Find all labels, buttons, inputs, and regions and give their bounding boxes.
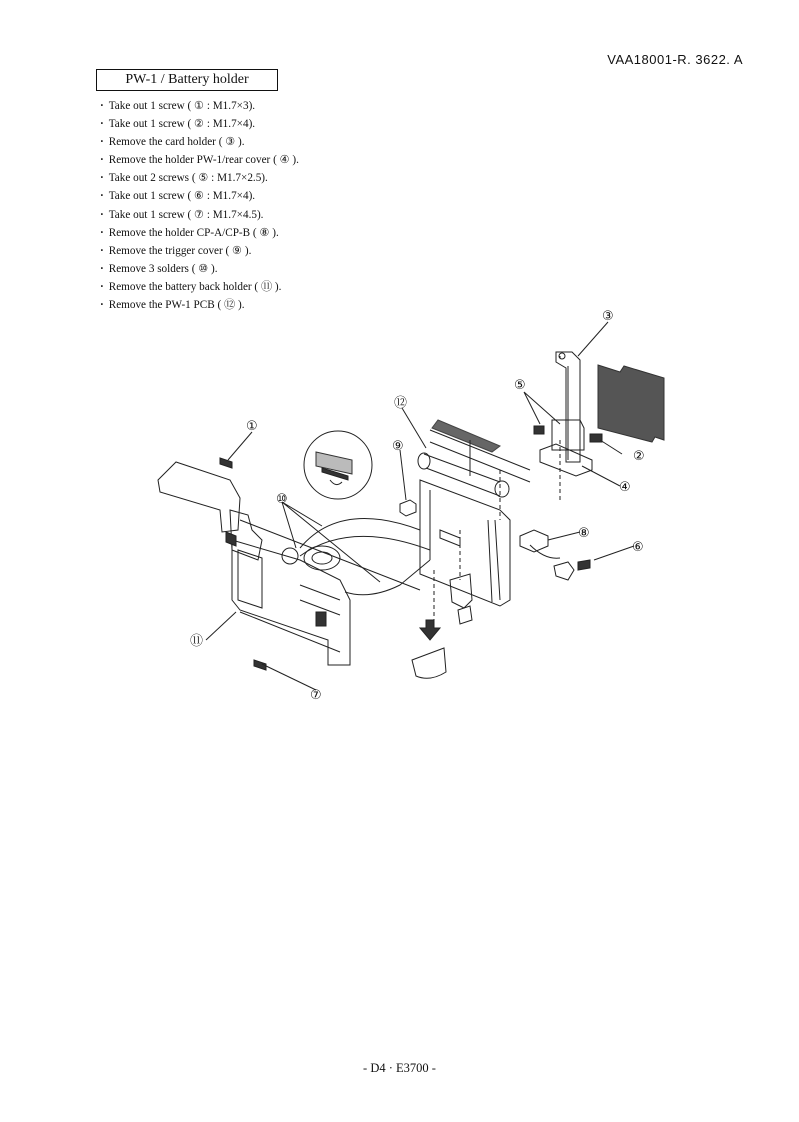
document-id: VAA18001-R. 3622. A [607,52,743,67]
step-item: · Remove the holder CP-A/CP-B ( ⑧ ). [100,224,299,242]
callout-9: ⑨ [392,439,404,454]
step-item: · Remove the PW-1 PCB ( ⑫ ). [100,296,299,314]
callout-12: ⑫ [394,396,408,411]
step-item: · Remove the trigger cover ( ⑨ ). [100,242,299,260]
battery-back-holder-part [232,540,350,665]
callout-3: ③ [602,309,614,324]
detail-magnifier-circle [304,431,372,499]
step-item: · Remove the holder PW-1/rear cover ( ④ ). [100,151,299,169]
dashed-guide-lines [434,440,560,620]
rear-cover-sheet [598,365,664,442]
step-item: · Take out 1 screw ( ⑦ : M1.7×4.5). [100,206,299,224]
procedure-steps [100,97,299,314]
callout-7: ⑦ [310,688,322,703]
callout-8: ⑧ [578,526,590,541]
section-title: PW-1 / Battery holder [96,69,278,91]
left-cover-part [158,462,262,560]
callout-11: ⑪ [190,634,204,649]
card-holder-part [552,352,584,462]
step-item: · Take out 1 screw ( ⑥ : M1.7×4). [100,187,299,205]
step-item: · Take out 1 screw ( ① : M1.7×3). [100,97,299,115]
step-item: · Remove the card holder ( ③ ). [100,133,299,151]
step-item: · Remove 3 solders ( ⑩ ). [100,260,299,278]
holder-cp-part [520,530,574,580]
page-footer: - D4 · E3700 - [363,1061,436,1075]
bottom-parts [412,574,472,678]
step-item: · Take out 2 screws ( ⑤ : M1.7×2.5). [100,169,299,187]
exploded-view-diagram [0,300,799,720]
callout-1: ① [246,419,258,434]
trigger-cover-part [400,500,416,516]
step-item: · Remove the battery back holder ( ⑪ ). [100,278,299,296]
callout-6: ⑥ [632,540,644,555]
callout-10: ⑩ [276,492,288,507]
callout-4: ④ [619,480,631,495]
step-item: · Take out 1 screw ( ② : M1.7×4). [100,115,299,133]
callout-5: ⑤ [514,378,526,393]
screw-icons [220,426,602,670]
pw1-pcb-part [418,420,509,497]
callout-2: ② [633,449,645,464]
